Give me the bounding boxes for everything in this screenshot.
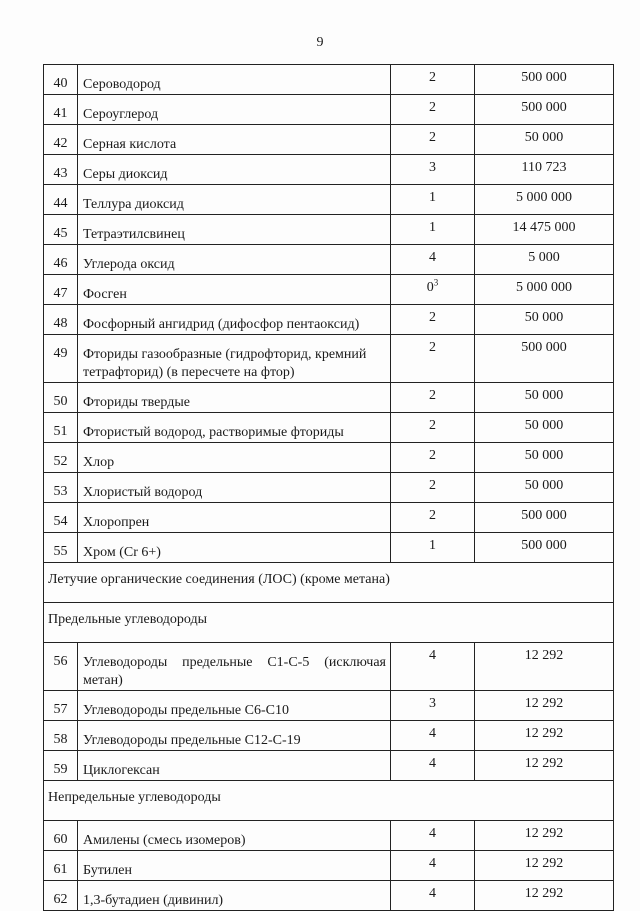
table-row bbox=[44, 185, 614, 215]
coefficient-value-text: 5 000 bbox=[528, 250, 560, 265]
coefficient-value bbox=[475, 95, 614, 125]
hazard-class-text: 4 bbox=[429, 856, 436, 871]
coefficient-value-text: 50 000 bbox=[524, 388, 564, 403]
table-row bbox=[44, 245, 614, 275]
table-row bbox=[44, 383, 614, 413]
substance-name-text: Хром (Cr 6+) bbox=[83, 545, 161, 560]
coefficient-value bbox=[475, 721, 614, 751]
row-number bbox=[44, 185, 78, 215]
row-number-text: 48 bbox=[53, 316, 68, 331]
row-number-text: 46 bbox=[53, 256, 68, 271]
coefficient-value bbox=[475, 473, 614, 503]
coefficient-value bbox=[475, 215, 614, 245]
hazard-class-text: 2 bbox=[429, 418, 436, 433]
substance-name-text: Фториды твердые bbox=[83, 395, 190, 410]
table-row bbox=[44, 125, 614, 155]
hazard-class-text: 4 bbox=[429, 250, 436, 265]
coefficient-value bbox=[475, 821, 614, 851]
substance-name bbox=[78, 305, 391, 335]
table-row bbox=[44, 335, 614, 383]
emissions-table bbox=[43, 64, 614, 911]
substance-name bbox=[78, 275, 391, 305]
table-row bbox=[44, 473, 614, 503]
substance-name bbox=[78, 413, 391, 443]
substance-name bbox=[78, 155, 391, 185]
coefficient-value-text: 12 292 bbox=[524, 856, 564, 871]
hazard-class-text: 1 bbox=[429, 190, 436, 205]
coefficient-value bbox=[475, 65, 614, 95]
table-row bbox=[44, 95, 614, 125]
hazard-class-text: 2 bbox=[429, 478, 436, 493]
hazard-class bbox=[391, 881, 475, 911]
table-row bbox=[44, 851, 614, 881]
row-number-text: 50 bbox=[53, 394, 68, 409]
substance-name-text: Углеводороды предельные С6-С10 bbox=[83, 703, 289, 718]
substance-name-text: Хлор bbox=[83, 455, 115, 470]
coefficient-value bbox=[475, 851, 614, 881]
coefficient-value-text: 500 000 bbox=[521, 70, 567, 85]
row-number bbox=[44, 383, 78, 413]
substance-name bbox=[78, 383, 391, 413]
coefficient-value-text: 110 723 bbox=[521, 160, 567, 175]
substance-name-text: Серная кислота bbox=[83, 137, 177, 152]
table-row bbox=[44, 413, 614, 443]
substance-name-text: Тетраэтилсвинец bbox=[83, 227, 185, 242]
row-number-text: 42 bbox=[53, 136, 68, 151]
substance-name bbox=[78, 751, 391, 781]
row-number bbox=[44, 851, 78, 881]
hazard-class bbox=[391, 643, 475, 691]
row-number-text: 58 bbox=[53, 732, 68, 747]
hazard-class bbox=[391, 185, 475, 215]
hazard-class bbox=[391, 443, 475, 473]
coefficient-value-text: 500 000 bbox=[521, 538, 567, 553]
page-number: 9 bbox=[316, 35, 324, 50]
coefficient-value-text: 12 292 bbox=[524, 648, 564, 663]
table-row bbox=[44, 751, 614, 781]
section-title: Летучие органические соединения (ЛОС) (кроме метана) bbox=[44, 563, 614, 603]
row-number-text: 52 bbox=[53, 454, 68, 469]
hazard-class bbox=[391, 335, 475, 383]
table-row bbox=[44, 305, 614, 335]
coefficient-value bbox=[475, 533, 614, 563]
row-number bbox=[44, 443, 78, 473]
table-row bbox=[44, 503, 614, 533]
hazard-class bbox=[391, 473, 475, 503]
coefficient-value-text: 14 475 000 bbox=[512, 220, 576, 235]
row-number-text: 44 bbox=[53, 196, 68, 211]
table-row bbox=[44, 215, 614, 245]
coefficient-value-text: 500 000 bbox=[521, 340, 567, 355]
hazard-class-text: 0 bbox=[426, 280, 434, 295]
substance-name bbox=[78, 721, 391, 751]
hazard-class-text: 2 bbox=[429, 388, 436, 403]
substance-name-text: Сероводород bbox=[83, 77, 161, 92]
substance-name-text: Циклогексан bbox=[83, 763, 160, 778]
substance-name-text: Теллура диоксид bbox=[83, 197, 184, 212]
row-number bbox=[44, 215, 78, 245]
coefficient-value bbox=[475, 643, 614, 691]
section-title: Непредельные углеводороды bbox=[44, 781, 614, 821]
row-number bbox=[44, 155, 78, 185]
row-number-text: 45 bbox=[53, 226, 68, 241]
row-number bbox=[44, 821, 78, 851]
coefficient-value bbox=[475, 185, 614, 215]
hazard-class bbox=[391, 691, 475, 721]
coefficient-value bbox=[475, 125, 614, 155]
row-number bbox=[44, 473, 78, 503]
coefficient-value bbox=[475, 443, 614, 473]
row-number-text: 56 bbox=[53, 654, 68, 669]
coefficient-value bbox=[475, 881, 614, 911]
substance-name-text: Фосфорный ангидрид (дифосфор пентаоксид) bbox=[83, 317, 360, 332]
hazard-class bbox=[391, 821, 475, 851]
table-row bbox=[44, 821, 614, 851]
coefficient-value-text: 500 000 bbox=[521, 100, 567, 115]
hazard-class bbox=[391, 851, 475, 881]
coefficient-value-text: 50 000 bbox=[524, 478, 564, 493]
substance-name-text: Углеводороды предельные С1-С-5 (исключая метан) bbox=[83, 655, 386, 688]
row-number bbox=[44, 95, 78, 125]
row-number bbox=[44, 881, 78, 911]
table-row bbox=[44, 155, 614, 185]
hazard-class bbox=[391, 413, 475, 443]
coefficient-value-text: 12 292 bbox=[524, 696, 564, 711]
row-number bbox=[44, 125, 78, 155]
substance-name bbox=[78, 185, 391, 215]
section-header-row bbox=[44, 781, 614, 821]
hazard-class-text: 3 bbox=[429, 160, 436, 175]
hazard-class-text: 2 bbox=[429, 130, 436, 145]
hazard-class bbox=[391, 383, 475, 413]
coefficient-value-text: 50 000 bbox=[524, 310, 564, 325]
coefficient-value-text: 12 292 bbox=[524, 726, 564, 741]
table-row bbox=[44, 881, 614, 911]
row-number bbox=[44, 305, 78, 335]
coefficient-value bbox=[475, 155, 614, 185]
coefficient-value bbox=[475, 503, 614, 533]
row-number bbox=[44, 503, 78, 533]
substance-name-text: Хлористый водород bbox=[83, 485, 203, 500]
substance-name bbox=[78, 335, 391, 383]
row-number-text: 53 bbox=[53, 484, 68, 499]
substance-name bbox=[78, 691, 391, 721]
table-row bbox=[44, 721, 614, 751]
hazard-class-text: 4 bbox=[429, 756, 436, 771]
table-row bbox=[44, 443, 614, 473]
hazard-class-text: 1 bbox=[429, 220, 436, 235]
hazard-class-text: 2 bbox=[429, 340, 436, 355]
hazard-class-text: 4 bbox=[429, 826, 436, 841]
row-number bbox=[44, 245, 78, 275]
row-number-text: 54 bbox=[53, 514, 68, 529]
hazard-class-text: 3 bbox=[429, 696, 436, 711]
table-row bbox=[44, 643, 614, 691]
table-row bbox=[44, 533, 614, 563]
substance-name-text: 1,3-бутадиен (дивинил) bbox=[83, 893, 224, 908]
row-number bbox=[44, 533, 78, 563]
substance-name bbox=[78, 95, 391, 125]
row-number bbox=[44, 643, 78, 691]
row-number bbox=[44, 751, 78, 781]
coefficient-value-text: 5 000 000 bbox=[516, 190, 572, 205]
substance-name bbox=[78, 245, 391, 275]
coefficient-value bbox=[475, 751, 614, 781]
hazard-class bbox=[391, 245, 475, 275]
substance-name-text: Хлоропрен bbox=[83, 515, 150, 530]
hazard-class-text: 4 bbox=[429, 726, 436, 741]
substance-name bbox=[78, 851, 391, 881]
section-header-row bbox=[44, 603, 614, 643]
table-body bbox=[44, 65, 614, 911]
coefficient-value-text: 50 000 bbox=[524, 448, 564, 463]
row-number bbox=[44, 413, 78, 443]
substance-name-text: Серы диоксид bbox=[83, 167, 168, 182]
row-number bbox=[44, 691, 78, 721]
substance-name-text: Фтористый водород, растворимые фториды bbox=[83, 425, 344, 440]
row-number-text: 60 bbox=[53, 832, 68, 847]
row-number-text: 49 bbox=[53, 346, 68, 361]
hazard-class-text: 2 bbox=[429, 100, 436, 115]
row-number bbox=[44, 275, 78, 305]
substance-name bbox=[78, 443, 391, 473]
coefficient-value bbox=[475, 383, 614, 413]
substance-name bbox=[78, 643, 391, 691]
row-number-text: 40 bbox=[53, 76, 68, 91]
substance-name bbox=[78, 215, 391, 245]
hazard-class bbox=[391, 65, 475, 95]
hazard-class bbox=[391, 751, 475, 781]
coefficient-value-text: 12 292 bbox=[524, 756, 564, 771]
row-number bbox=[44, 721, 78, 751]
substance-name bbox=[78, 881, 391, 911]
hazard-class bbox=[391, 125, 475, 155]
coefficient-value bbox=[475, 691, 614, 721]
hazard-class bbox=[391, 155, 475, 185]
substance-name-text: Фосген bbox=[83, 287, 127, 302]
row-number-text: 61 bbox=[53, 862, 68, 877]
substance-name bbox=[78, 65, 391, 95]
coefficient-value-text: 12 292 bbox=[524, 826, 564, 841]
section-title: Предельные углеводороды bbox=[44, 603, 614, 643]
table-row bbox=[44, 691, 614, 721]
substance-name-text: Фториды газообразные (гидрофторид, кремний тетрафторид) (в пересчете на фтор) bbox=[83, 347, 367, 380]
coefficient-value-text: 50 000 bbox=[524, 418, 564, 433]
hazard-class-text: 2 bbox=[429, 70, 436, 85]
substance-name-text: Амилены (смесь изомеров) bbox=[83, 833, 246, 848]
substance-name bbox=[78, 473, 391, 503]
coefficient-value bbox=[475, 245, 614, 275]
hazard-class bbox=[391, 503, 475, 533]
row-number bbox=[44, 65, 78, 95]
row-number-text: 59 bbox=[53, 762, 68, 777]
coefficient-value-text: 500 000 bbox=[521, 508, 567, 523]
row-number-text: 47 bbox=[53, 286, 68, 301]
substance-name-text: Бутилен bbox=[83, 863, 132, 878]
section-header-row bbox=[44, 563, 614, 603]
hazard-class-text: 2 bbox=[429, 508, 436, 523]
hazard-class bbox=[391, 215, 475, 245]
hazard-class-text: 1 bbox=[429, 538, 436, 553]
hazard-class bbox=[391, 721, 475, 751]
row-number-text: 41 bbox=[53, 106, 68, 121]
hazard-class-text: 4 bbox=[429, 886, 436, 901]
coefficient-value-text: 5 000 000 bbox=[516, 280, 572, 295]
table-row bbox=[44, 275, 614, 305]
row-number-text: 57 bbox=[53, 702, 68, 717]
row-number-text: 51 bbox=[53, 424, 68, 439]
row-number-text: 43 bbox=[53, 166, 68, 181]
hazard-class-text: 4 bbox=[429, 648, 436, 663]
coefficient-value-text: 50 000 bbox=[524, 130, 564, 145]
row-number bbox=[44, 335, 78, 383]
coefficient-value-text: 12 292 bbox=[524, 886, 564, 901]
row-number-text: 62 bbox=[53, 892, 68, 907]
hazard-class bbox=[391, 95, 475, 125]
table-row bbox=[44, 65, 614, 95]
substance-name bbox=[78, 821, 391, 851]
substance-name bbox=[78, 503, 391, 533]
hazard-class-text: 2 bbox=[429, 310, 436, 325]
substance-name bbox=[78, 533, 391, 563]
hazard-class bbox=[391, 305, 475, 335]
hazard-class-footnote: 3 bbox=[433, 277, 439, 288]
coefficient-value bbox=[475, 335, 614, 383]
hazard-class bbox=[391, 275, 475, 305]
hazard-class bbox=[391, 533, 475, 563]
coefficient-value bbox=[475, 275, 614, 305]
coefficient-value bbox=[475, 305, 614, 335]
hazard-class-text: 2 bbox=[429, 448, 436, 463]
substance-name-text: Сероуглерод bbox=[83, 107, 159, 122]
coefficient-value bbox=[475, 413, 614, 443]
substance-name-text: Углерода оксид bbox=[83, 257, 175, 272]
substance-name-text: Углеводороды предельные С12-С-19 bbox=[83, 733, 301, 748]
substance-name bbox=[78, 125, 391, 155]
row-number-text: 55 bbox=[53, 544, 68, 559]
